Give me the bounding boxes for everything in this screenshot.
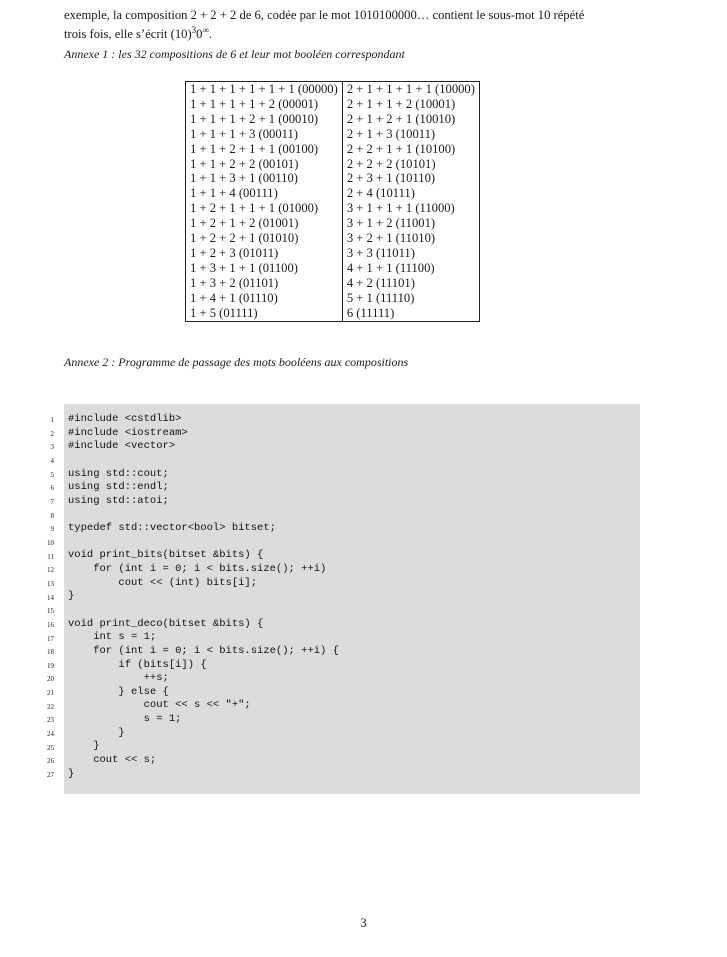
intro-line-1: exemple, la composition 2 + 2 + 2 de 6, codée par le mot 1010100000… contient le sous-mot 10 répété — [64, 8, 585, 22]
table-row — [186, 97, 480, 112]
code-line: } else { — [68, 685, 169, 698]
composition-cell-left: 1 + 1 + 1 + 2 + 1 (00010) — [186, 112, 343, 127]
line-number: 17 — [47, 634, 54, 643]
line-number: 24 — [47, 730, 54, 739]
code-line: cout << s; — [68, 754, 157, 767]
line-number: 22 — [47, 702, 54, 711]
composition-cell-right: 2 + 1 + 1 + 1 + 1 (10000) — [346, 82, 475, 96]
annexe-2-caption: Annexe 2 : Programme de passage des mots booléens aux compositions — [64, 355, 409, 369]
table-row — [186, 127, 480, 142]
code-line: if (bits[i]) { — [68, 658, 207, 671]
line-number: 16 — [47, 620, 54, 629]
composition-cell-right: 4 + 2 (11101) — [346, 275, 415, 290]
code-line: using std::atoi; — [68, 494, 169, 507]
line-number: 15 — [47, 607, 54, 616]
composition-cell-right: 4 + 1 + 1 (11100) — [346, 260, 435, 275]
code-line: int s = 1; — [68, 631, 157, 644]
composition-cell-right: 2 + 2 + 1 + 1 (10100) — [346, 141, 456, 156]
composition-cell-left: 1 + 1 + 1 + 1 + 2 (00001) — [186, 97, 343, 112]
code-line — [68, 604, 339, 618]
composition-cell-right: 3 + 2 + 1 (11010) — [346, 231, 436, 246]
table-row — [186, 157, 480, 172]
code-line: } — [68, 740, 100, 753]
line-number: 2 — [50, 429, 54, 438]
page-number: 3 — [360, 916, 367, 930]
line-number: 12 — [47, 566, 54, 575]
intro-exponent-3: 3 — [191, 25, 197, 35]
line-number: 4 — [50, 456, 54, 465]
composition-cell-left: 1 + 2 + 3 (01011) — [186, 246, 343, 261]
code-line: } — [68, 726, 125, 739]
code-line: cout << s << "+"; — [68, 699, 251, 712]
code-line: using std::cout; — [68, 467, 169, 480]
composition-cell-right: 3 + 1 + 2 (11001) — [346, 216, 436, 231]
line-number: 13 — [47, 579, 54, 588]
code-listing — [64, 404, 640, 794]
line-number: 7 — [50, 497, 54, 506]
code-line: for (int i = 0; i < bits.size(); ++i) — [68, 563, 327, 576]
table-row — [186, 82, 480, 97]
table-row — [186, 261, 480, 276]
line-number: 10 — [47, 538, 54, 547]
composition-cell-right: 2 + 4 (10111) — [346, 186, 415, 201]
line-number: 23 — [47, 716, 54, 725]
code-line: ++s; — [68, 672, 169, 685]
code-block — [68, 413, 339, 781]
table-row — [186, 216, 480, 231]
table-row — [186, 306, 480, 321]
line-number: 6 — [50, 484, 54, 493]
table-row — [186, 246, 480, 261]
composition-cell-left: 1 + 1 + 1 + 3 (00011) — [186, 127, 343, 142]
composition-cell-right: 6 (11111) — [346, 305, 395, 320]
composition-cell-right: 2 + 1 + 2 + 1 (10010) — [346, 111, 456, 126]
composition-cell-left: 1 + 1 + 2 + 2 (00101) — [186, 157, 343, 172]
code-line — [68, 536, 339, 550]
compositions-table-body — [186, 82, 480, 322]
code-line: using std::endl; — [68, 481, 169, 494]
code-line: s = 1; — [68, 713, 182, 726]
line-number: 25 — [47, 743, 54, 752]
line-number: 20 — [47, 675, 54, 684]
table-row — [186, 291, 480, 306]
composition-cell-left: 1 + 3 + 1 + 1 (01100) — [186, 261, 343, 276]
line-number: 5 — [50, 470, 54, 479]
code-line-numbers — [30, 414, 54, 783]
composition-cell-right: 2 + 2 + 2 (10101) — [346, 156, 436, 171]
code-line — [68, 454, 339, 468]
code-line: void print_bits(bitset &bits) { — [68, 549, 264, 562]
composition-cell-right: 2 + 1 + 1 + 2 (10001) — [346, 96, 456, 111]
line-number: 26 — [47, 757, 54, 766]
table-row — [186, 112, 480, 127]
composition-cell-left: 1 + 1 + 1 + 1 + 1 + 1 (00000) — [186, 82, 343, 97]
composition-cell-right: 3 + 3 (11011) — [346, 245, 415, 260]
code-line: for (int i = 0; i < bits.size(); ++i) { — [68, 644, 339, 657]
composition-cell-left: 1 + 4 + 1 (01110) — [186, 291, 343, 306]
line-number: 14 — [47, 593, 54, 602]
composition-cell-right: 2 + 1 + 3 (10011) — [346, 126, 436, 141]
line-number: 8 — [50, 511, 54, 520]
composition-cell-left: 1 + 2 + 2 + 1 (01010) — [186, 231, 343, 246]
table-row — [186, 142, 480, 157]
table-row — [186, 276, 480, 291]
table-row — [186, 231, 480, 246]
table-row — [186, 201, 480, 216]
composition-cell-right: 3 + 1 + 1 + 1 (11000) — [346, 201, 455, 216]
code-line: typedef std::vector<bool> bitset; — [68, 522, 276, 535]
code-line: } — [68, 590, 75, 603]
intro-paragraph — [64, 8, 644, 42]
line-number: 18 — [47, 648, 54, 657]
line-number: 27 — [47, 771, 54, 780]
code-line: void print_deco(bitset &bits) { — [68, 617, 264, 630]
table-row — [186, 186, 480, 201]
line-number: 1 — [50, 416, 54, 424]
intro-line-2a: trois fois, elle s’écrit (10) — [64, 27, 192, 42]
line-number: 21 — [47, 689, 54, 698]
line-number: 3 — [50, 443, 54, 452]
code-line: #include <iostream> — [68, 426, 188, 439]
line-number: 11 — [47, 552, 54, 561]
table-row — [186, 171, 480, 186]
composition-cell-right: 5 + 1 (11110) — [346, 290, 415, 305]
composition-cell-right: 2 + 3 + 1 (10110) — [346, 171, 436, 186]
code-line: #include <vector> — [68, 440, 176, 453]
composition-cell-left: 1 + 1 + 2 + 1 + 1 (00100) — [186, 142, 343, 157]
intro-line-2b: 0 — [196, 27, 203, 42]
annexe-1-caption: Annexe 1 : les 32 compositions de 6 et leur mot booléen correspondant — [64, 47, 405, 61]
composition-cell-left: 1 + 1 + 3 + 1 (00110) — [186, 171, 343, 186]
code-line — [68, 508, 339, 522]
code-line: cout << (int) bits[i]; — [68, 576, 258, 589]
compositions-table — [185, 81, 480, 322]
line-number: 19 — [47, 661, 54, 670]
composition-cell-left: 1 + 5 (01111) — [186, 306, 343, 321]
line-number: 9 — [50, 525, 54, 534]
code-line: } — [68, 767, 75, 780]
composition-cell-left: 1 + 2 + 1 + 1 + 1 (01000) — [186, 201, 343, 216]
composition-cell-left: 1 + 2 + 1 + 2 (01001) — [186, 216, 343, 231]
composition-cell-left: 1 + 1 + 4 (00111) — [186, 186, 343, 201]
intro-exponent-infinity: ∞ — [202, 25, 209, 35]
code-line: #include <cstdlib> — [68, 413, 182, 425]
intro-line-2c: . — [208, 27, 213, 42]
composition-cell-left: 1 + 3 + 2 (01101) — [186, 276, 343, 291]
